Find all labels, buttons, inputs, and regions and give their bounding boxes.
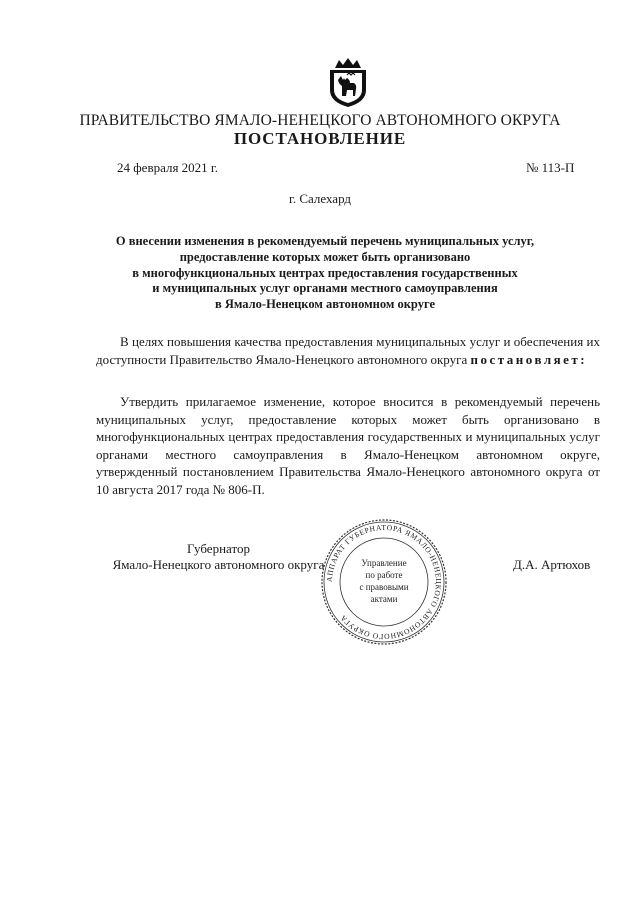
title-line: и муниципальных услуг органами местного самоуправления bbox=[152, 281, 498, 296]
paragraph-decision: Утвердить прилагаемое изменение, которое вносится в рекомендуемый перечень муниципальных услуг, предоставление которых может быть организовано в многофункциональных центрах предоставления государственных и муниципальных услуг органами местного самоуправления в Ямало-Ненецком автономном округе, утвержденный постановлением Правительства Ямало-Ненецкого автономного округа от 10 августа 2017 года № 806-П. bbox=[96, 394, 600, 497]
coat-of-arms-emblem bbox=[325, 56, 371, 108]
stamp-line: актами bbox=[370, 594, 398, 604]
title-line: предоставление которых может быть организовано bbox=[179, 249, 471, 264]
government-name: ПРАВИТЕЛЬСТВО ЯМАЛО-НЕНЕЦКОГО АВТОНОМНОГО ОКРУГА bbox=[79, 112, 561, 129]
preamble-text: В целях повышения качества предоставления муниципальных услуг и обеспечения их доступности Правительство Ямало-Ненецкого автономного округа bbox=[96, 334, 600, 367]
signatory-role bbox=[96, 541, 341, 573]
document-place: г. Салехард bbox=[288, 191, 352, 206]
document-type: ПОСТАНОВЛЕНИЕ bbox=[233, 129, 407, 148]
stamp-line: Управление bbox=[361, 558, 407, 568]
document-date: 24 февраля 2021 г. bbox=[117, 160, 219, 175]
signatory-role-line2: Ямало-Ненецкого автономного округа bbox=[112, 557, 325, 572]
document-number: № 113-П bbox=[526, 160, 575, 175]
stamp-line: с правовыми bbox=[359, 582, 409, 592]
stamp-ring-text: АППАРАТ ГУБЕРНАТОРА ЯМАЛО-НЕНЕЦКОГО АВТОНОМНОГО ОКРУГА bbox=[324, 522, 444, 642]
signatory-role-line1: Губернатор bbox=[187, 541, 250, 556]
stamp-line: по работе bbox=[365, 570, 403, 580]
paragraph-preamble bbox=[96, 333, 600, 368]
document-title bbox=[90, 234, 560, 313]
title-line: в Ямало-Ненецком автономном округе bbox=[214, 297, 436, 312]
title-line: в многофункциональных центрах предоставления государственных bbox=[132, 265, 518, 280]
official-stamp bbox=[320, 518, 448, 646]
signatory-name: Д.А. Артюхов bbox=[513, 557, 591, 572]
decree-keyword: постановляет: bbox=[470, 351, 588, 367]
title-line: О внесении изменения в рекомендуемый перечень муниципальных услуг, bbox=[115, 234, 535, 248]
